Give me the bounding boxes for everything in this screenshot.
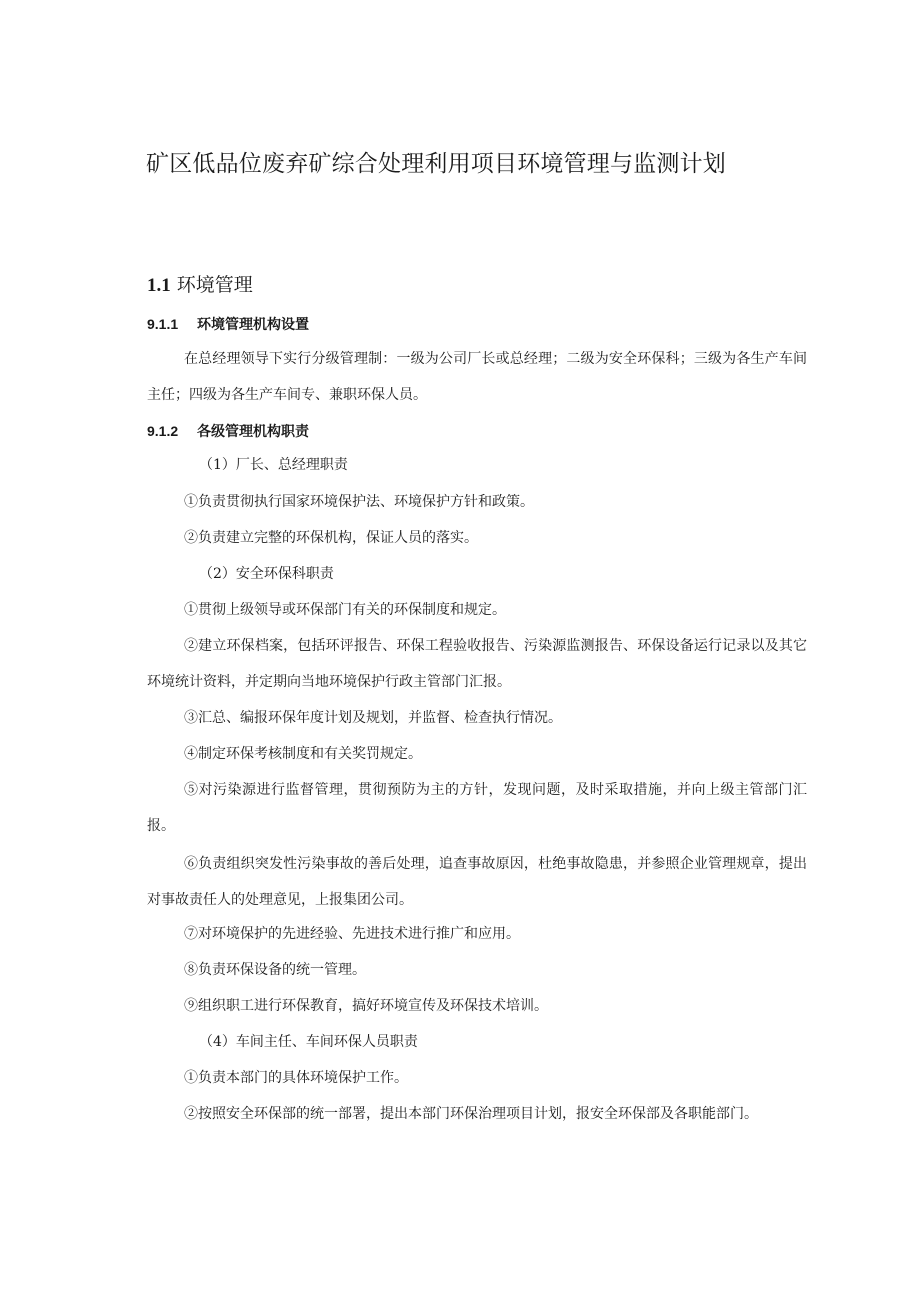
list-heading: （2）安全环保科职责 — [199, 566, 334, 582]
list-item: ⑤对污染源进行监督管理，贯彻预防为主的方针，发现问题，及时采取措施，并向上级主管部门汇报。 — [147, 782, 807, 834]
subsection-number: 9.1.1 — [147, 316, 179, 332]
list-item: ⑥负责组织突发性污染事故的善后处理，追查事故原因，杜绝事故隐患，并参照企业管理规章，提出对事故责任人的处理意见，上报集团公司。 — [147, 856, 807, 908]
list-item: ⑦对环境保护的先进经验、先进技术进行推广和应用。 — [184, 926, 520, 942]
subsection-title: 环境管理机构设置 — [197, 317, 309, 333]
subsection-number: 9.1.2 — [147, 423, 179, 439]
list-item: ②按照安全环保部的统一部署，提出本部门环保治理项目计划，报安全环保部及各职能部门。 — [184, 1106, 758, 1122]
list-item: ③汇总、编报环保年度计划及规划，并监督、检查执行情况。 — [184, 710, 562, 726]
list-item: ①负责贯彻执行国家环境保护法、环境保护方针和政策。 — [184, 494, 534, 510]
section-heading — [147, 271, 253, 300]
paragraph: 在总经理领导下实行分级管理制：一级为公司厂长或总经理；二级为安全环保科；三级为各生产车间主任；四级为各生产车间专、兼职环保人员。 — [147, 351, 807, 403]
subsection-heading-1 — [147, 314, 309, 335]
list-item: ⑨组织职工进行环保教育，搞好环境宣传及环保技术培训。 — [184, 998, 548, 1014]
list-item: ①负责本部门的具体环境保护工作。 — [184, 1070, 408, 1086]
section-title: 环境管理 — [176, 274, 253, 296]
section-number: 1.1 — [147, 275, 171, 296]
list-item: ②建立环保档案，包括环评报告、环保工程验收报告、污染源监测报告、环保设备运行记录以及其它环境统计资料，并定期向当地环境保护行政主管部门汇报。 — [147, 638, 807, 690]
subsection-heading-2 — [147, 421, 309, 442]
subsection-title: 各级管理机构职责 — [197, 424, 309, 440]
list-item: ④制定环保考核制度和有关奖罚规定。 — [184, 746, 422, 762]
list-heading: （4）车间主任、车间环保人员职责 — [199, 1034, 418, 1050]
list-item: ⑧负责环保设备的统一管理。 — [184, 962, 366, 978]
list-item: ①贯彻上级领导或环保部门有关的环保制度和规定。 — [184, 602, 506, 618]
document-title: 矿区低品位废弃矿综合处理利用项目环境管理与监测计划 — [146, 151, 726, 177]
list-item: ②负责建立完整的环保机构，保证人员的落实。 — [184, 530, 478, 546]
list-heading: （1）厂长、总经理职责 — [199, 457, 348, 473]
